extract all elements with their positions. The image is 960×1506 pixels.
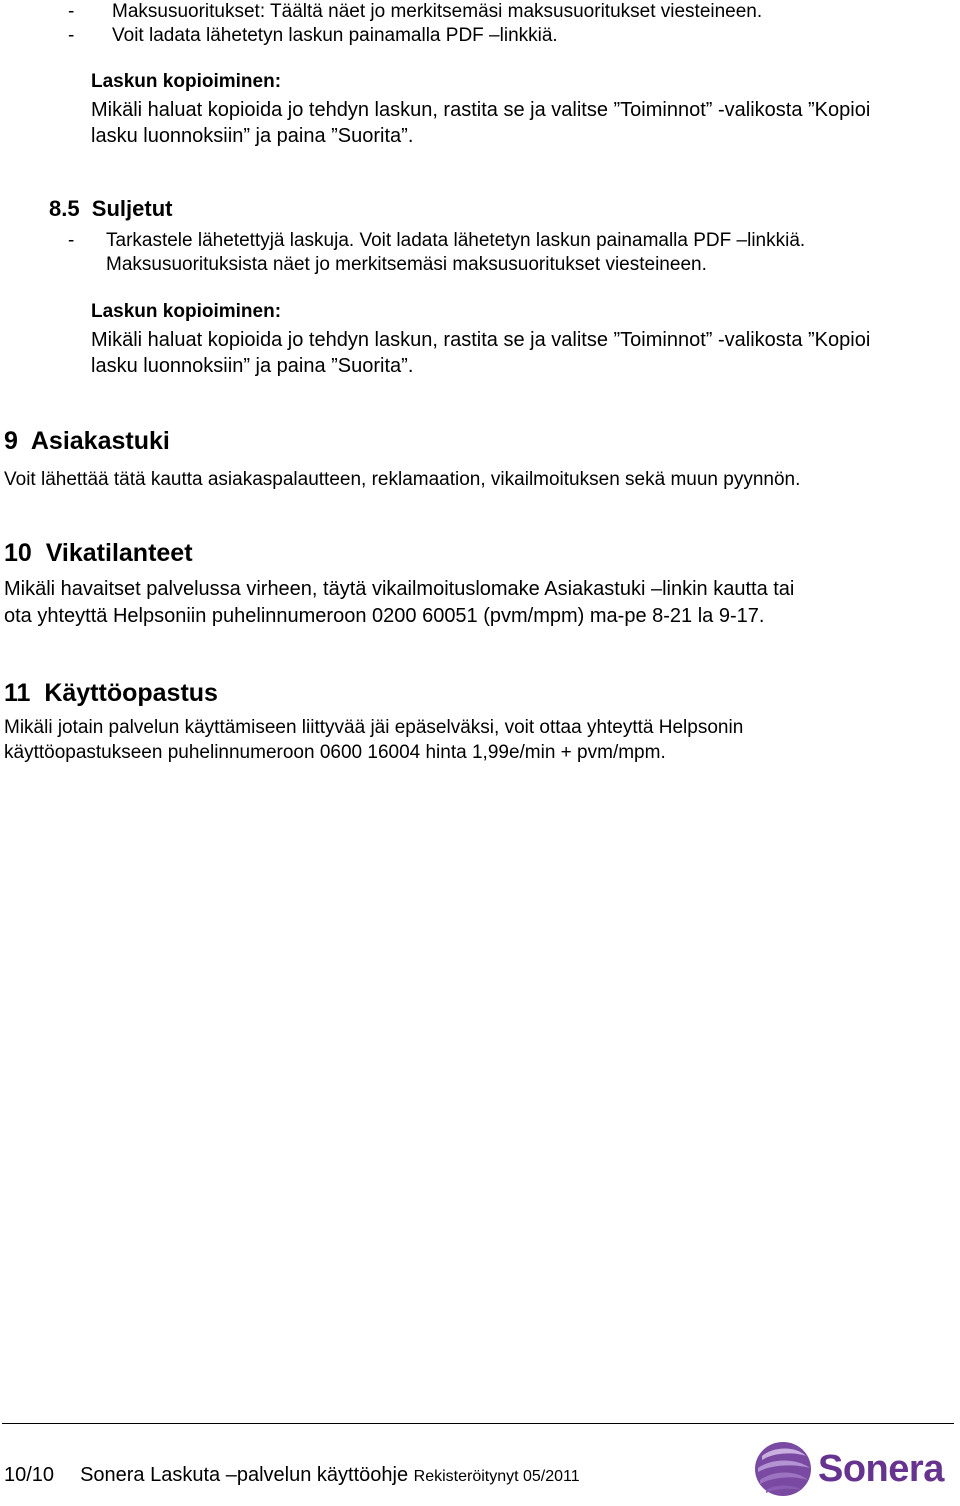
registration-note: Rekisteröitynyt 05/2011 bbox=[413, 1468, 580, 1485]
logo-wordmark: Sonera bbox=[818, 1448, 944, 1490]
bullet-dash: - bbox=[68, 230, 75, 251]
list-item bbox=[68, 24, 558, 48]
footer-divider bbox=[2, 1423, 954, 1424]
section-heading: 9 Asiakastuki bbox=[4, 427, 170, 455]
list-item-continuation: Maksusuorituksista näet jo merkitsemäsi maksusuoritukset viesteineen. bbox=[106, 254, 707, 275]
bullet-dash: - bbox=[68, 25, 75, 46]
copy-text: lasku luonnoksiin” ja paina ”Suorita”. bbox=[91, 125, 414, 147]
copy-heading: Laskun kopioiminen: bbox=[91, 301, 282, 322]
list-item-text: Tarkastele lähetettyjä laskuja. Voit ladata lähetetyn laskun painamalla PDF –linkkiä. bbox=[106, 230, 806, 251]
sonera-logo bbox=[752, 1438, 956, 1500]
copy-heading: Laskun kopioiminen: bbox=[91, 71, 282, 92]
bullet-dash: - bbox=[68, 1, 75, 22]
page-number: 10/10 bbox=[4, 1464, 55, 1486]
copy-text: Mikäli haluat kopioida jo tehdyn laskun, rastita se ja valitse ”Toiminnot” -valikosta ”Kopioi bbox=[91, 99, 871, 121]
section-body: ota yhteyttä Helpsoniin puhelinnumeroon 0200 60051 (pvm/mpm) ma-pe 8-21 la 9-17. bbox=[4, 605, 765, 627]
copy-text: lasku luonnoksiin” ja paina ”Suorita”. bbox=[91, 355, 414, 377]
section-body: Mikäli jotain palvelun käyttämiseen liittyvää jäi epäselväksi, voit ottaa yhteyttä Helpsonin bbox=[4, 717, 744, 738]
section-body: Mikäli havaitset palvelussa virheen, täytä vikailmoituslomake Asiakastuki –linkin kautta tai bbox=[4, 578, 795, 600]
section-heading: 10 Vikatilanteet bbox=[4, 539, 193, 567]
list-item-text: Voit ladata lähetetyn laskun painamalla PDF –linkkiä. bbox=[112, 25, 558, 46]
section-heading: 11 Käyttöopastus bbox=[4, 679, 218, 707]
list-item-text: Maksusuoritukset: Täältä näet jo merkitsemäsi maksusuoritukset viesteineen. bbox=[112, 1, 763, 22]
section-heading: 8.5 Suljetut bbox=[49, 196, 173, 221]
section-body: Voit lähettää tätä kautta asiakaspalautteen, reklamaation, vikailmoituksen sekä muun pyynnön. bbox=[4, 469, 801, 490]
document-title: Sonera Laskuta –palvelun käyttöohje bbox=[80, 1464, 409, 1486]
list-item bbox=[68, 229, 805, 253]
list-item bbox=[68, 0, 762, 24]
section-body: käyttöopastukseen puhelinnumeroon 0600 16004 hinta 1,99e/min + pvm/mpm. bbox=[4, 742, 666, 763]
footer bbox=[4, 1463, 580, 1489]
sonera-logo-mark-icon bbox=[752, 1438, 814, 1500]
copy-text: Mikäli haluat kopioida jo tehdyn laskun, rastita se ja valitse ”Toiminnot” -valikosta ”Kopioi bbox=[91, 329, 871, 351]
